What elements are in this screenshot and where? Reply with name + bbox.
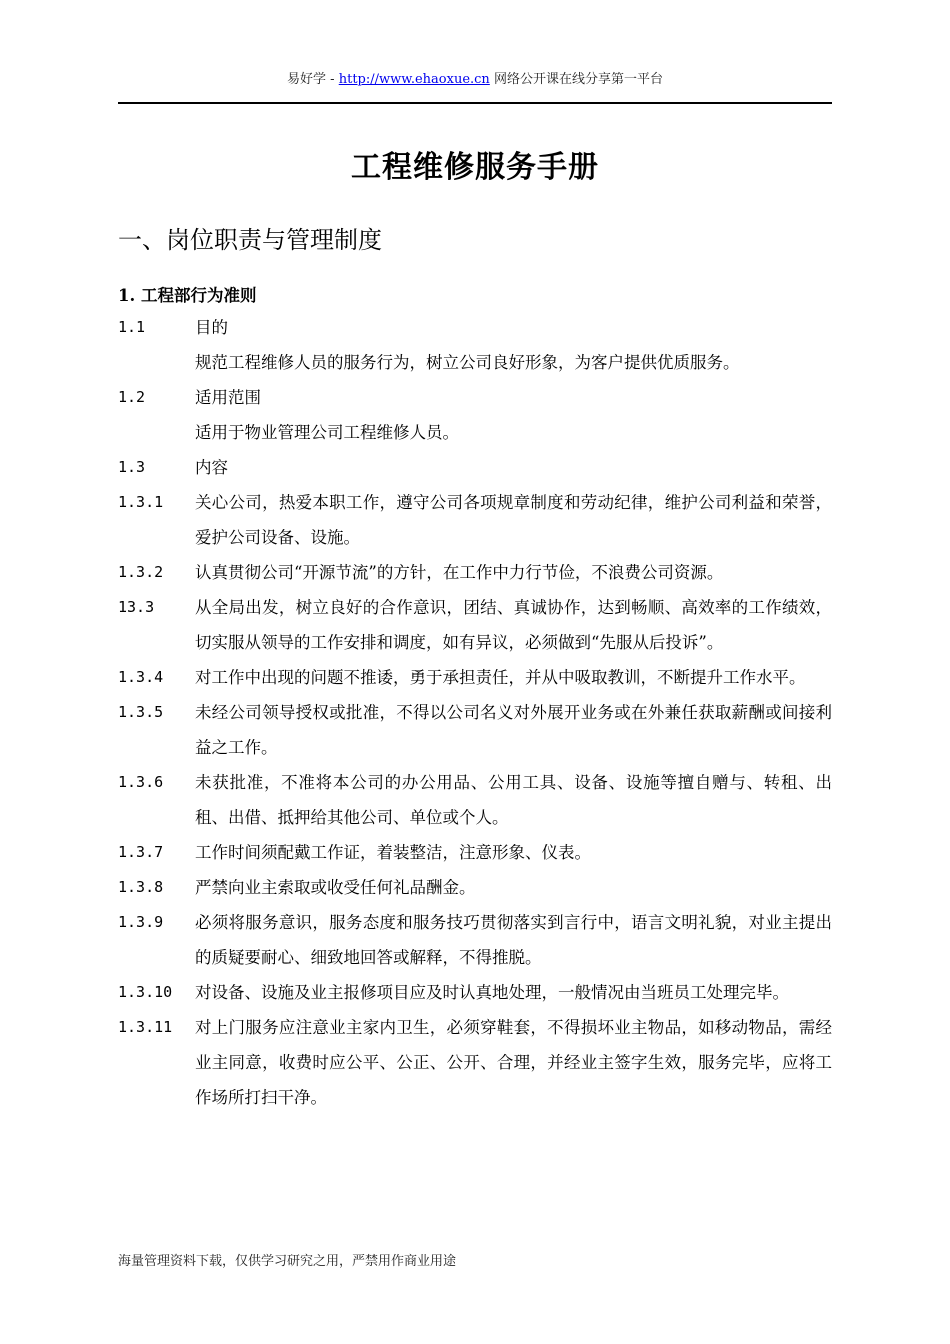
page-header [0, 68, 950, 87]
clause-list [118, 310, 832, 1115]
header-prefix: 易好学 - [287, 72, 339, 87]
clause-number: 1.3.9 [118, 913, 164, 931]
clause-number: 1.3.8 [118, 878, 164, 896]
clause-row [118, 765, 832, 835]
clause-number: 1.3 [118, 458, 146, 476]
clause-number: 1.3.6 [118, 773, 164, 791]
clause-row [118, 380, 832, 415]
header-link[interactable]: http://www.ehaoxue.cn [338, 72, 490, 87]
clause-number [118, 345, 195, 380]
clause-text: 未经公司领导授权或批准，不得以公司名义对外展开业务或在外兼任获取薪酬或间接利益之工作。 [195, 703, 832, 757]
clause-row [118, 590, 832, 660]
clause-text: 对工作中出现的问题不推诿，勇于承担责任，并从中吸取教训，不断提升工作水平。 [195, 668, 806, 687]
clause-text: 内容 [195, 458, 228, 477]
clause-row [118, 555, 832, 590]
clause-row [118, 1010, 832, 1115]
clause-row [118, 415, 832, 450]
clause-number [118, 415, 195, 450]
clause-row [118, 975, 832, 1010]
clause-text: 适用范围 [195, 388, 261, 407]
clause-row [118, 345, 832, 380]
clause-number: 13.3 [118, 598, 155, 616]
clause-text: 关心公司，热爱本职工作，遵守公司各项规章制度和劳动纪律，维护公司利益和荣誉，爱护公司设备、设施。 [195, 493, 832, 547]
clause-text: 对设备、设施及业主报修项目应及时认真地处理，一般情况由当班员工处理完毕。 [195, 983, 789, 1002]
clause-row [118, 450, 832, 485]
page-footer: 海量管理资料下载，仅供学习研究之用，严禁用作商业用途 [118, 1254, 457, 1269]
subsection-heading: 1. 工程部行为准则 [118, 286, 257, 305]
clause-text: 认真贯彻公司“开源节流”的方针，在工作中力行节俭，不浪费公司资源。 [195, 563, 724, 582]
clause-row [118, 310, 832, 345]
clause-text: 从全局出发，树立良好的合作意识，团结、真诚协作，达到畅顺、高效率的工作绩效，切实服从领导的工作安排和调度，如有异议，必须做到“先服从后投诉”。 [195, 598, 832, 652]
clause-row [118, 905, 832, 975]
clause-number: 1.3.2 [118, 563, 164, 581]
clause-text: 规范工程维修人员的服务行为，树立公司良好形象，为客户提供优质服务。 [195, 353, 740, 372]
clause-text: 未获批准，不准将本公司的办公用品、公用工具、设备、设施等擅自赠与、转租、出租、出借、抵押给其他公司、单位或个人。 [195, 773, 832, 827]
clause-row [118, 870, 832, 905]
clause-text: 必须将服务意识，服务态度和服务技巧贯彻落实到言行中，语言文明礼貌，对业主提出的质疑要耐心、细致地回答或解释，不得推脱。 [195, 913, 832, 967]
section-heading: 一、岗位职责与管理制度 [118, 226, 382, 254]
clause-number: 1.3.1 [118, 493, 164, 511]
clause-row [118, 660, 832, 695]
clause-text: 严禁向业主索取或收受任何礼品酬金。 [195, 878, 476, 897]
clause-number: 1.3.4 [118, 668, 164, 686]
clause-text: 目的 [195, 318, 228, 337]
document-title: 工程维修服务手册 [351, 150, 599, 185]
clause-text: 工作时间须配戴工作证，着装整洁，注意形象、仪表。 [195, 843, 591, 862]
clause-text: 适用于物业管理公司工程维修人员。 [195, 423, 459, 442]
clause-row [118, 835, 832, 870]
clause-number: 1.2 [118, 388, 146, 406]
clause-text: 对上门服务应注意业主家内卫生，必须穿鞋套，不得损坏业主物品，如移动物品，需经业主同意，收费时应公平、公正、公开、合理，并经业主签字生效，服务完毕，应将工作场所打扫干净。 [195, 1018, 832, 1107]
clause-number: 1.3.5 [118, 703, 164, 721]
clause-number: 1.1 [118, 318, 146, 336]
clause-row [118, 695, 832, 765]
clause-row [118, 485, 832, 555]
clause-number: 1.3.7 [118, 843, 164, 861]
header-suffix: 网络公开课在线分享第一平台 [489, 72, 663, 87]
header-divider [118, 102, 832, 104]
clause-number: 1.3.11 [118, 1018, 173, 1036]
clause-number: 1.3.10 [118, 983, 173, 1001]
